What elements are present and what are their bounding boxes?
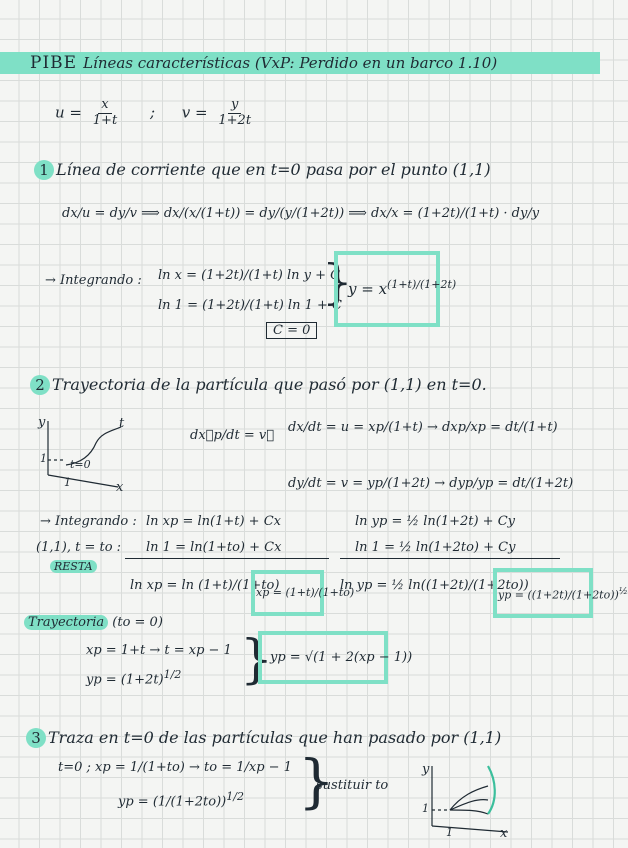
s3-streakline-sketch (416, 760, 526, 840)
trajectory-line-2-base: yp = (1+2t) (86, 672, 164, 688)
section-1-heading (34, 160, 491, 180)
s1-result-base: y = x (348, 280, 388, 298)
trajectory-line-2 (86, 668, 181, 687)
trajectory-line-1: xp = 1+t → t = xp − 1 (86, 643, 232, 658)
s2-y-divider (340, 558, 560, 559)
u-fraction: $\frac{x}{1+t}$ (92, 97, 118, 128)
title-text: Líneas características (VxP: Perdido en un barco 1.10) (83, 54, 498, 72)
s2-x-axis (48, 475, 118, 487)
s3-line-2-exponent: 1/2 (226, 790, 244, 803)
s2-graph-t-label: t (119, 416, 125, 431)
s1-result-exponent: (1+t)/(1+2t) (387, 278, 457, 291)
s3-line-1: t=0 ; xp = 1/(1+to) → to = 1/xp − 1 (58, 760, 292, 775)
page-title (30, 52, 497, 74)
s1-streamline-equation: dx/u = dy/v ⟹ dx/(x/(1+t)) = dy/(y/(1+2t)) ⟹ dx/x = (1+2t)/(1+t) · dy/y (62, 206, 540, 221)
s2-graph-one-x: 1 (64, 476, 71, 489)
s2-integrating-label: → Integrando : (40, 514, 137, 529)
s2-graph-y-label: y (38, 415, 46, 430)
course-code: PIBE (30, 53, 78, 73)
trajectory-label: Trayectoria (24, 615, 108, 630)
s3-graph-one-y: 1 (422, 802, 429, 815)
s2-x-integral: ln xp = ln(1+t) + Cx (146, 514, 281, 529)
s1-integrating-label: → Integrando : (45, 273, 142, 288)
s2-graph-x-label: x (116, 480, 124, 495)
s2-y-integral: ln yp = ½ ln(1+2t) + Cy (355, 514, 515, 529)
section-2-number: 2 (30, 375, 50, 395)
s2-graph-one-y: 1 (40, 452, 47, 465)
separator: ; (149, 103, 156, 122)
s3-substitute-note: sustituir to (316, 778, 389, 793)
s2-ode-main: dx⃗p/dt = v⃗ (190, 428, 275, 443)
trajectory-heading (24, 615, 163, 630)
s3-streakline-curve (488, 766, 495, 814)
section-2-heading (30, 375, 487, 395)
s2-condition-label: (1,1), t = to : (36, 540, 122, 555)
u-label: u = (55, 103, 82, 122)
s3-brace: } (298, 747, 335, 815)
s2-ode-y: dy/dt = v = yp/(1+2t) → dyp/yp = dt/(1+2t) (288, 476, 574, 491)
s1-integral-line-1: ln x = (1+2t)/(1+t) ln y + C (158, 268, 341, 283)
s3-curve-3 (450, 810, 488, 814)
trajectory-line-2-exponent: 1/2 (163, 668, 182, 681)
trajectory-result: yp = √(1 + 2(xp − 1)) (270, 650, 413, 665)
s3-curve-1 (450, 786, 488, 810)
section-1-title: Línea de corriente que en t=0 pasa por el punto (1,1) (56, 160, 491, 179)
section-2-title: Trayectoria de la partícula que pasó por (1,1) en t=0. (52, 375, 487, 394)
s3-graph-x-label: x (500, 826, 508, 841)
s3-line-2 (118, 790, 244, 809)
s1-brace: } (322, 254, 353, 310)
s1-streamline-result (348, 278, 456, 298)
section-1-number: 1 (34, 160, 54, 180)
s3-x-axis (432, 826, 508, 832)
section-3-number: 3 (26, 728, 46, 748)
s2-y-subtraction: ln yp = ½ ln((1+2t)/(1+2to)) (340, 578, 529, 593)
s2-x-result: xp = (1+t)/(1+to) (256, 586, 355, 599)
section-3-heading (26, 728, 501, 748)
s2-subtract-tag: RESTA (50, 560, 97, 573)
section-3-title: Traza en t=0 de las partículas que han pasado por (1,1) (48, 728, 502, 747)
velocity-field (55, 98, 257, 129)
s3-curve-2 (450, 800, 488, 810)
v-label: v = (181, 103, 208, 122)
s2-y-result-exponent: ½ (618, 586, 628, 597)
s2-ode-x: dx/dt = u = xp/(1+t) → dxp/xp = dt/(1+t) (288, 420, 558, 435)
s1-integral-line-2: ln 1 = (1+2t)/(1+t) ln 1 + C (158, 298, 342, 313)
s2-y-result (498, 586, 628, 602)
v-fraction: $\frac{y}{1+2t}$ (218, 97, 252, 128)
s3-graph-one-x: 1 (446, 826, 453, 839)
s3-line-2-base: yp = (1/(1+2to)) (118, 794, 227, 810)
trajectory-condition: (to = 0) (112, 615, 163, 630)
trajectory-brace: } (240, 630, 274, 690)
s1-constant-result: C = 0 (266, 322, 317, 339)
s2-x-divider (125, 558, 329, 559)
s3-graph-y-label: y (422, 762, 430, 777)
s2-x-condition: ln 1 = ln(1+to) + Cx (146, 540, 282, 555)
s2-x-subtraction: ln xp = ln (1+t)/(1+to) (130, 578, 280, 593)
s2-y-result-base: yp = ((1+2t)/(1+2to)) (498, 588, 619, 602)
s2-graph-t0-label: t=0 (70, 458, 91, 471)
s2-y-condition: ln 1 = ½ ln(1+2to) + Cy (355, 540, 516, 555)
